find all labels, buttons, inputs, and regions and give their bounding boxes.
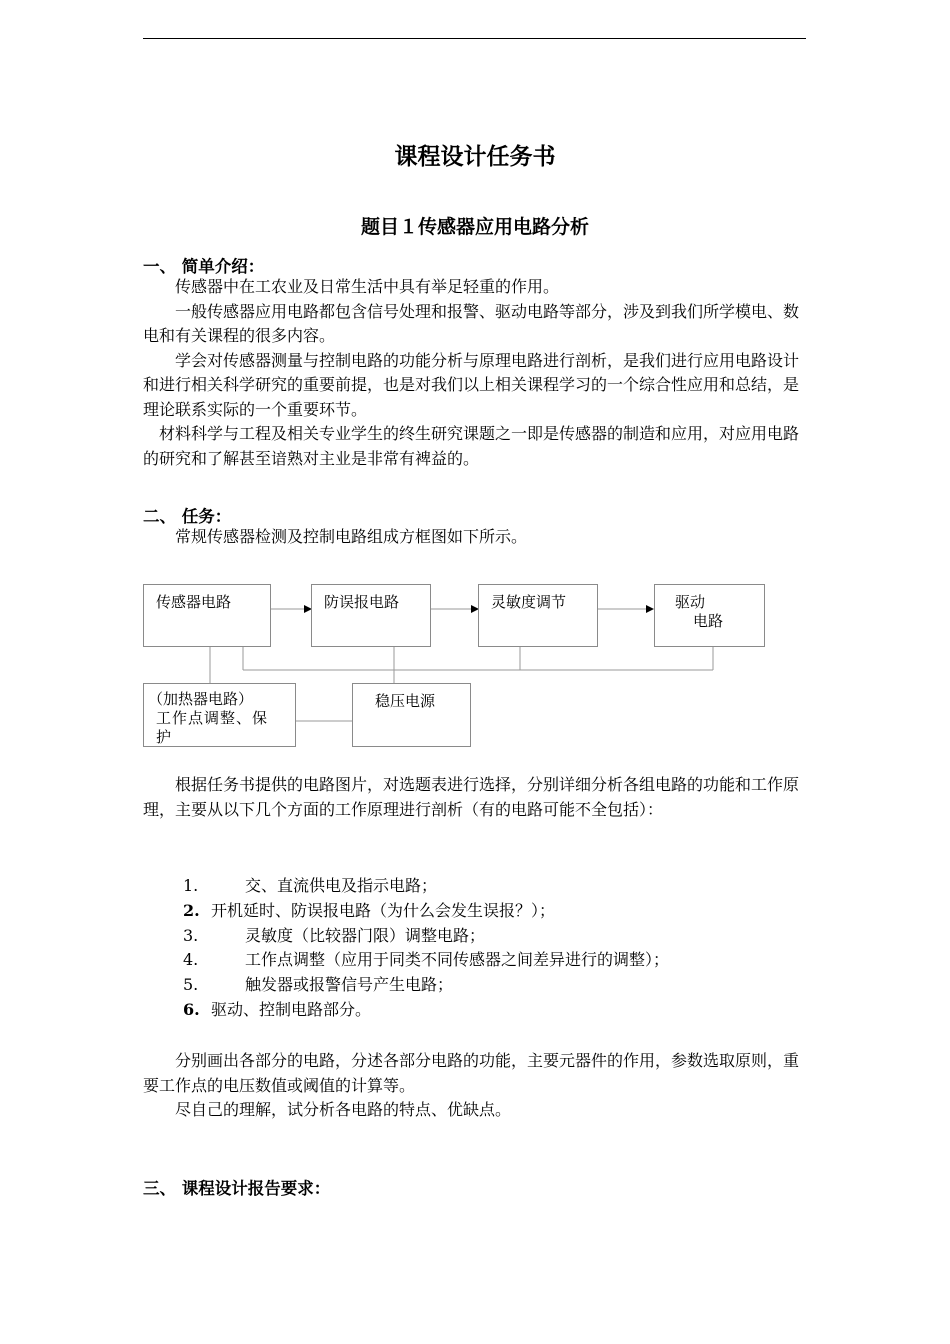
- analysis-text: 根据任务书提供的电路图片，对选题表进行选择，分别详细分析各组电路的功能和工作原理，主要从以下几个方面的工作原理进行剖析（有的电路可能不全包括）：: [143, 775, 800, 819]
- list-item: [143, 874, 806, 899]
- section-heading-report: 三、 课程设计报告要求：: [143, 1179, 331, 1198]
- list-item: [143, 899, 806, 924]
- list-item: [143, 973, 806, 998]
- block-sensitivity-adjust: [478, 584, 598, 647]
- analysis-list: [143, 874, 806, 1023]
- evaluation-text: 尽自己的理解，试分析各电路的特点、优缺点。: [175, 1100, 512, 1119]
- section-heading-intro: 一、 简单介绍：: [143, 257, 265, 276]
- block-anti-false-alarm: [311, 584, 431, 647]
- list-item: [143, 924, 806, 949]
- block-sensitivity-label: 灵敏度调节: [491, 593, 567, 611]
- intro-paragraph-4: 材料科学与工程及相关专业学生的终生研究课题之一即是传感器的制造和应用，对应用电路的研究和了解甚至谙熟对主业是非常有裨益的。: [143, 424, 800, 468]
- list-item-text: 工作点调整（应用于同类不同传感器之间差异进行的调整）；: [245, 950, 670, 970]
- block-heater-label-3: 护: [156, 728, 172, 746]
- analysis-paragraph: [143, 773, 806, 822]
- page-title: 课程设计任务书: [394, 143, 556, 170]
- block-sensor-label: 传感器电路: [156, 593, 232, 611]
- block-drive-label-1: 驱动: [675, 593, 706, 611]
- list-item: [143, 998, 806, 1023]
- intro-paragraphs: [143, 275, 806, 471]
- block-drive-label-2: 电路: [693, 612, 724, 630]
- intro-paragraph-1: 传感器中在工农业及日常生活中具有举足轻重的作用。: [175, 277, 560, 296]
- header-rule: [143, 38, 806, 39]
- list-item-text: 开机延时、防误报电路（为什么会发生误报？）；: [211, 900, 556, 920]
- list-item-number: 2.: [183, 900, 200, 920]
- block-sensor-circuit: [143, 584, 271, 647]
- task-intro-paragraph: [143, 525, 806, 550]
- list-item-text: 触发器或报警信号产生电路；: [245, 975, 454, 995]
- intro-paragraph-2: 一般传感器应用电路都包含信号处理和报警、驱动电路等部分，涉及到我们所学模电、数电和有关课程的很多内容。: [143, 301, 800, 345]
- list-item-number: 4.: [183, 950, 199, 970]
- list-item: [143, 948, 806, 973]
- block-anti-false-label: 防误报电路: [324, 593, 400, 611]
- block-heater-label-2: 工作点调整、保: [156, 709, 269, 727]
- list-item-number: 5.: [183, 975, 199, 995]
- list-item-number: 6.: [183, 999, 200, 1019]
- list-item-number: 1.: [183, 876, 199, 895]
- list-item-text: 驱动、控制电路部分。: [211, 999, 372, 1019]
- drawing-paragraphs: [143, 1049, 806, 1123]
- drawing-text: 分别画出各部分的电路，分述各部分电路的功能，主要元器件的作用，参数选取原则，重要工作点的电压数值或阈值的计算等。: [143, 1051, 800, 1095]
- block-heater-label-1: （加热器电路）: [148, 690, 254, 708]
- list-item-text: 灵敏度（比较器门限）调整电路；: [245, 925, 486, 945]
- block-regulator-label: 稳压电源: [375, 692, 436, 710]
- topic-title: 题目１传感器应用电路分析: [360, 216, 589, 238]
- block-voltage-regulator: [352, 683, 471, 747]
- arrow-head: [646, 605, 654, 613]
- list-item-text: 交、直流供电及指示电路；: [245, 876, 438, 895]
- task-intro: 常规传感器检测及控制电路组成方框图如下所示。: [175, 527, 528, 546]
- section-heading-task: 二、 任务：: [143, 507, 232, 526]
- block-drive-circuit: [654, 584, 765, 647]
- intro-paragraph-3: 学会对传感器测量与控制电路的功能分析与原理电路进行剖析，是我们进行应用电路设计和进行相关科学研究的重要前提，也是对我们以上相关课程学习的一个综合性应用和总结，是理论联系实际的一个重要环节。: [143, 350, 800, 419]
- block-heater-circuit: [143, 683, 296, 747]
- list-item-number: 3.: [183, 925, 199, 945]
